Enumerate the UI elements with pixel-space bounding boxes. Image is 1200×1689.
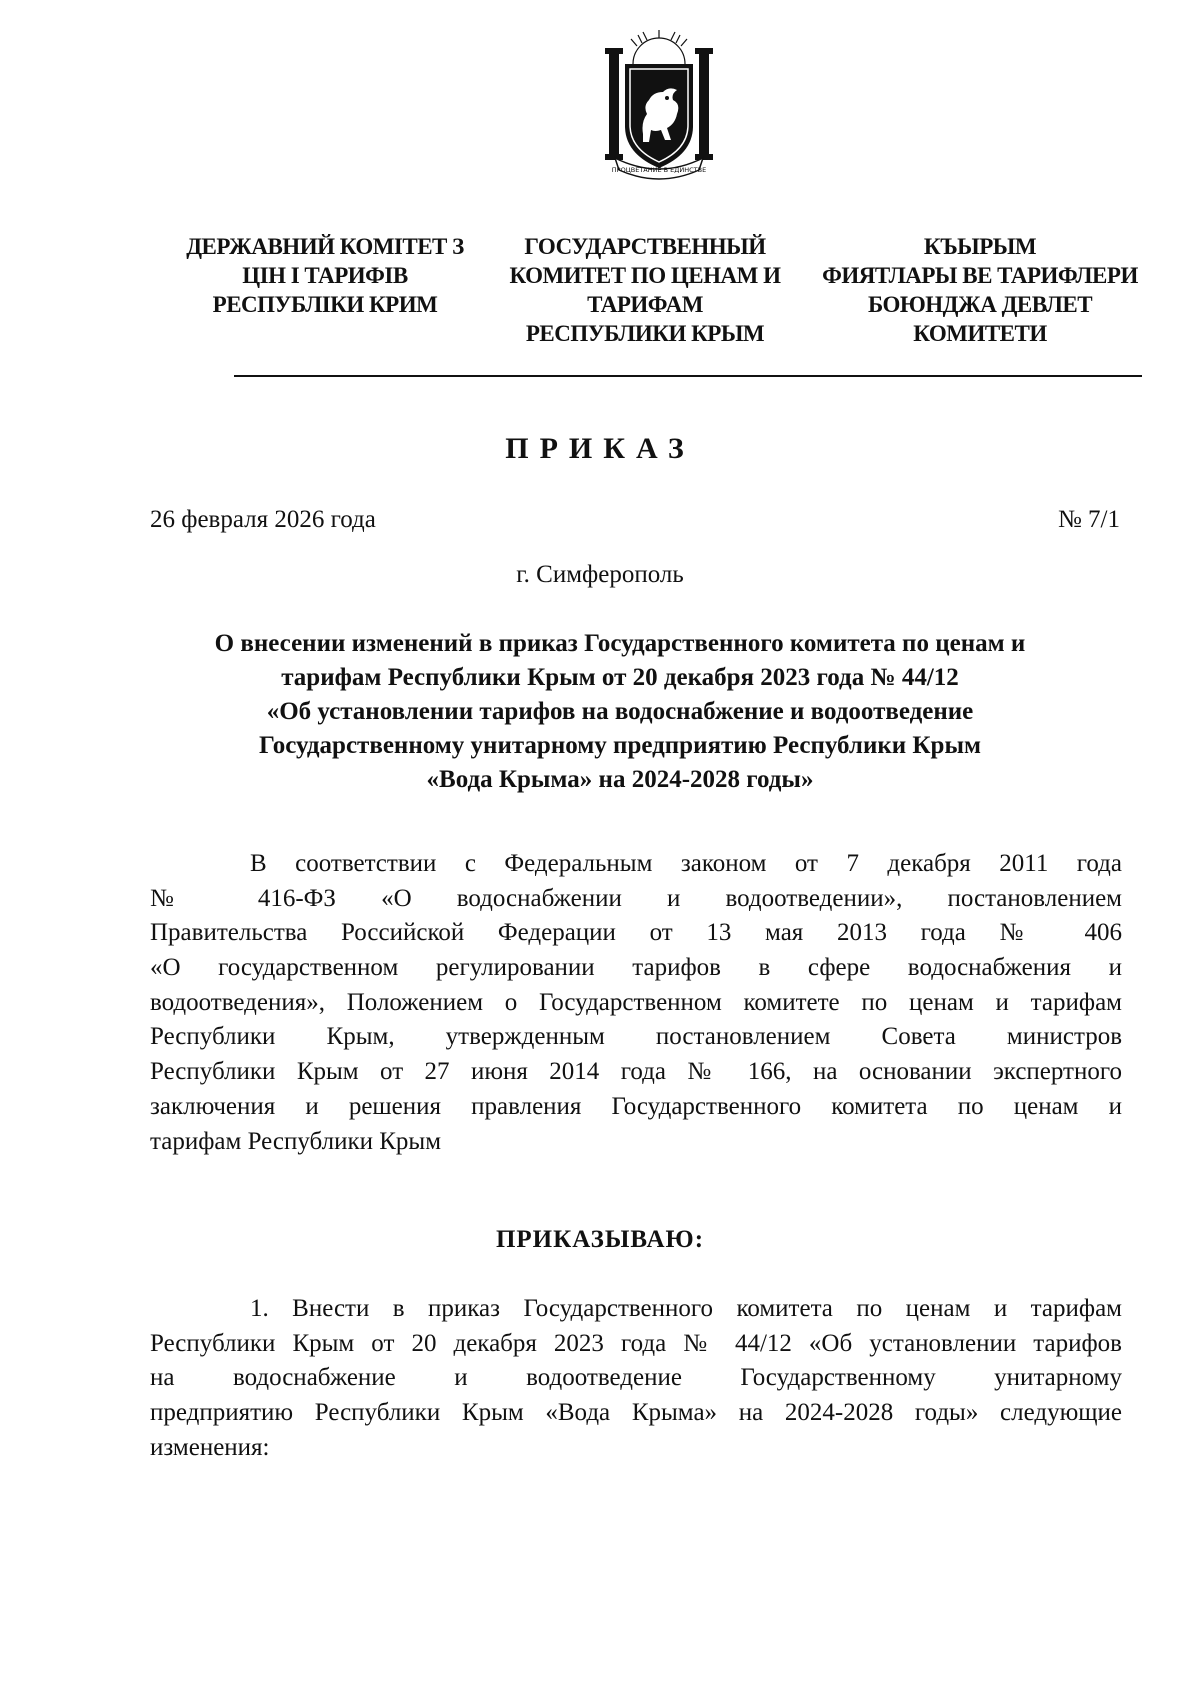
document-number: № 7/1 bbox=[1057, 506, 1120, 533]
item-1-line: изменения: bbox=[150, 1433, 270, 1461]
header-ua-line: ЦІН І ТАРИФІВ bbox=[242, 263, 408, 288]
preamble-line: Правительства Российской Федерации от 13 мая 2013 года № 406 bbox=[150, 919, 1122, 947]
header-divider bbox=[234, 375, 1142, 377]
preamble-line: В соответствии с Федеральным законом от 7 декабря 2011 года bbox=[250, 850, 1122, 877]
header-ru-line: ГОСУДАРСТВЕННЫЙ bbox=[524, 234, 766, 259]
title-line: «Об установлении тарифов на водоснабжение и водоотведение bbox=[266, 698, 974, 725]
header-ua-line: РЕСПУБЛІКИ КРИМ bbox=[212, 292, 438, 317]
title-line: «Вода Крыма» на 2024-2028 годы» bbox=[426, 766, 814, 793]
preamble-line: водоотведения», Положением о Государственном комитете по ценам и тарифам bbox=[150, 988, 1122, 1016]
preamble-paragraph bbox=[150, 847, 1122, 1159]
header-ukrainian bbox=[175, 232, 475, 319]
crimea-coat-of-arms-icon bbox=[597, 30, 721, 180]
item-1-line: предприятию Республики Крым «Вода Крыма» на 2024-2028 годы» следующие bbox=[150, 1399, 1122, 1427]
emblem-motto: ПРОЦВЕТАНИЕ В ЕДИНСТВЕ bbox=[611, 166, 707, 174]
item-1-line: Республики Крым от 20 декабря 2023 года № 44/12 «Об установлении тарифов bbox=[150, 1329, 1122, 1357]
preamble-line: № 416-ФЗ «О водоснабжении и водоотведении», постановлением bbox=[150, 884, 1122, 912]
order-heading: ПРИКАЗЫВАЮ: bbox=[495, 1226, 705, 1253]
header-cr-line: БОЮНДЖА ДЕВЛЕТ bbox=[867, 292, 1093, 317]
title-line: О внесении изменений в приказ Государственного комитета по ценам и bbox=[214, 630, 1026, 657]
header-cr-line: КЪЫРЫМ bbox=[923, 234, 1037, 259]
header-crimean-tatar bbox=[815, 232, 1145, 348]
preamble-line: Республики Крым от 27 июня 2014 года № 166, на основании экспертного bbox=[150, 1058, 1122, 1086]
preamble-line: тарифам Республики Крым bbox=[150, 1127, 442, 1155]
header-ru-line: ТАРИФАМ bbox=[587, 292, 703, 317]
header-ua-line: ДЕРЖАВНИЙ КОМІТЕТ З bbox=[186, 234, 464, 259]
preamble-line: заключения и решения правления Государственного комитета по ценам и bbox=[150, 1092, 1122, 1120]
document-date: 26 февраля 2026 года bbox=[150, 506, 376, 533]
item-1-line: на водоснабжение и водоотведение Государственному унитарному bbox=[150, 1364, 1122, 1392]
title-line: Государственному унитарному предприятию Республики Крым bbox=[259, 732, 981, 759]
preamble-line: Республики Крым, утвержденным постановлением Совета министров bbox=[150, 1023, 1122, 1051]
header-cr-line: ФИЯТЛАРЫ ВЕ ТАРИФЛЕРИ bbox=[822, 263, 1138, 288]
document-title bbox=[140, 627, 1100, 797]
document-city: г. Симферополь bbox=[516, 561, 684, 588]
item-1-paragraph bbox=[150, 1292, 1122, 1465]
preamble-line: «О государственном регулировании тарифов в сфере водоснабжения и bbox=[150, 954, 1122, 982]
header-ru-line: КОМИТЕТ ПО ЦЕНАМ И bbox=[509, 263, 781, 288]
item-1-line: 1. Внести в приказ Государственного комитета по ценам и тарифам bbox=[250, 1295, 1122, 1322]
document-type: ПРИКАЗ bbox=[505, 432, 695, 465]
header-ru-line: РЕСПУБЛИКИ КРЫМ bbox=[525, 321, 765, 346]
header-russian bbox=[485, 232, 805, 348]
title-line: тарифам Республики Крым от 20 декабря 2023 года № 44/12 bbox=[281, 664, 959, 691]
header-cr-line: КОМИТЕТИ bbox=[913, 321, 1047, 346]
